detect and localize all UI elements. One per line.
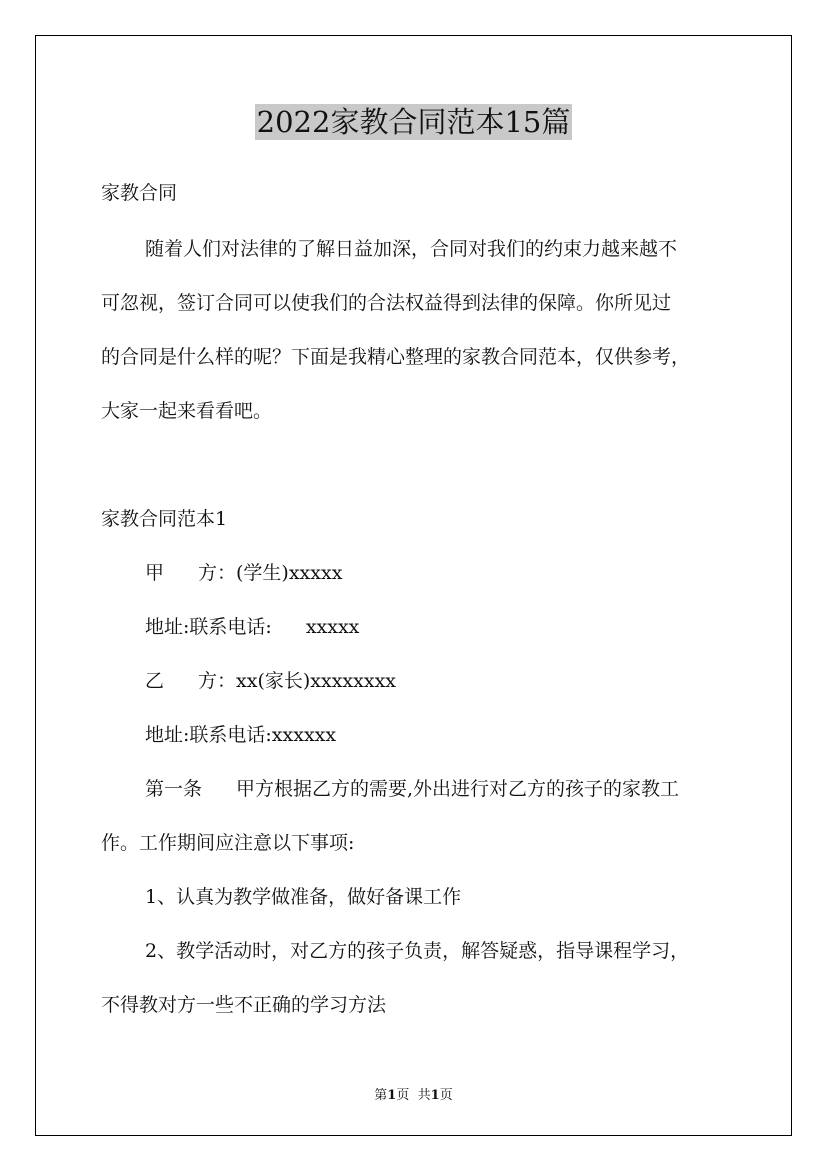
intro-line-4: 大家一起来看看吧。 — [101, 400, 273, 422]
item-1: 1、认真为教学做准备，做好备课工作 — [145, 886, 462, 908]
party-a-label: 甲 — [145, 562, 165, 584]
party-a-line — [145, 561, 342, 585]
party-b-address-line: 地址:联系电话:xxxxxx — [145, 724, 337, 746]
article-1-text: 甲方根据乙方的需要,外出进行对乙方的孩子的家教工 — [236, 778, 680, 800]
title-container — [0, 104, 827, 140]
item-2-continued: 不得教对方一些不正确的学习方法 — [101, 994, 387, 1016]
page-footer — [0, 1084, 827, 1103]
section-heading: 家教合同 — [101, 182, 178, 204]
footer-total-prefix: 共 — [417, 1088, 431, 1103]
article-1-label: 第一条 — [145, 778, 203, 800]
article-1-continued: 作。工作期间应注意以下事项: — [101, 832, 355, 854]
party-b-value: 方：xx(家长)xxxxxxxx — [198, 670, 396, 692]
party-a-address-line — [145, 615, 359, 639]
footer-page-prefix: 第 — [374, 1088, 388, 1103]
intro-line-1: 随着人们对法律的了解日益加深，合同对我们的约束力越来越不 — [145, 238, 678, 260]
sample-heading: 家教合同范本1 — [101, 508, 228, 530]
party-b-label: 乙 — [145, 670, 165, 692]
item-2: 2、教学活动时，对乙方的孩子负责，解答疑惑，指导课程学习， — [145, 940, 690, 962]
footer-total-suffix: 页 — [439, 1088, 453, 1103]
footer-page-suffix: 页 — [396, 1088, 410, 1103]
document-title: 2022家教合同范本15篇 — [256, 105, 571, 139]
party-a-address-label: 地址:联系电话: — [145, 616, 272, 638]
intro-line-2: 可忽视，签订合同可以使我们的合法权益得到法律的保障。你所见过 — [101, 292, 672, 314]
footer-page-number: 1 — [387, 1088, 397, 1103]
footer-total-number: 1 — [430, 1088, 440, 1103]
party-b-line — [145, 669, 396, 693]
intro-line-3: 的合同是什么样的呢？下面是我精心整理的家教合同范本，仅供参考， — [101, 346, 691, 368]
party-a-value: 方：(学生)xxxxx — [198, 562, 343, 584]
article-1-line — [145, 777, 679, 801]
party-a-address-value: xxxxx — [305, 616, 360, 638]
